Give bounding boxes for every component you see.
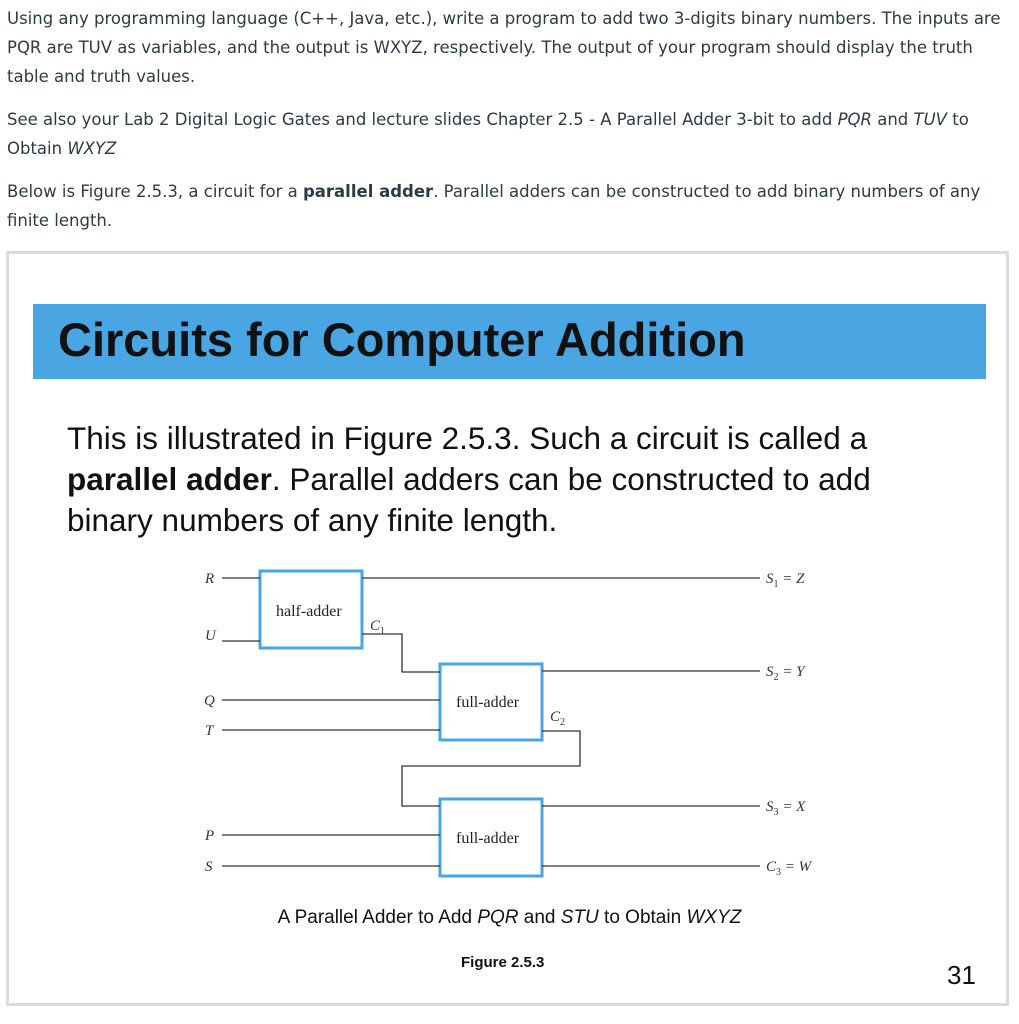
instructions-paragraph: Using any programming language (C++, Java, etc.), write a program to add two 3-digits binary numbers. The inputs are PQR are TUV as variables, and the output is WXYZ, respectively. The output of your program should display the truth table and truth values. [7,9,1001,86]
input-label-r: R [205,571,215,587]
input-label-t: T [205,723,214,739]
output-s1-label: $S_1 = Z$ [766,571,805,590]
input-label-q: Q [204,693,215,709]
figure-label: Figure 2.5.3 [461,954,545,971]
full-adder-1-label: full-adder [456,694,520,711]
slide-body-text: This is illustrated in Figure 2.5.3. Such a circuit is called a parallel adder. Parallel adders can be constructed to add binary numbers of any finite length. [67,420,871,538]
output-c3-label: $C_3 = W$ [766,859,812,878]
input-label-s: S [205,859,213,875]
figure-intro-paragraph: Below is Figure 2.5.3, a circuit for a parallel adder. Parallel adders can be constructed to add binary numbers of any finite length. [7,182,981,230]
figure-caption: A Parallel Adder to Add PQR and STU to Obtain WXYZ [277,907,742,928]
output-s3-label: $S_3 = X$ [766,799,806,818]
reference-paragraph: See also your Lab 2 Digital Logic Gates and lecture slides Chapter 2.5 - A Parallel Adder 3-bit to add PQR and TUV to Obtain WXYZ [7,110,969,158]
input-label-p: P [205,828,215,844]
input-label-u: U [205,628,216,644]
full-adder-2-label: full-adder [456,830,520,847]
wire-c2 [402,731,580,806]
carry-c1-label: $C_1$ [370,618,386,637]
half-adder-label: half-adder [276,603,342,620]
wire-c1 [362,634,440,672]
slide-title: Circuits for Computer Addition [58,313,746,366]
slide-page-number: 31 [947,960,976,990]
output-s2-label: $S_2 = Y$ [766,664,805,683]
carry-c2-label: $C_2$ [550,709,566,728]
